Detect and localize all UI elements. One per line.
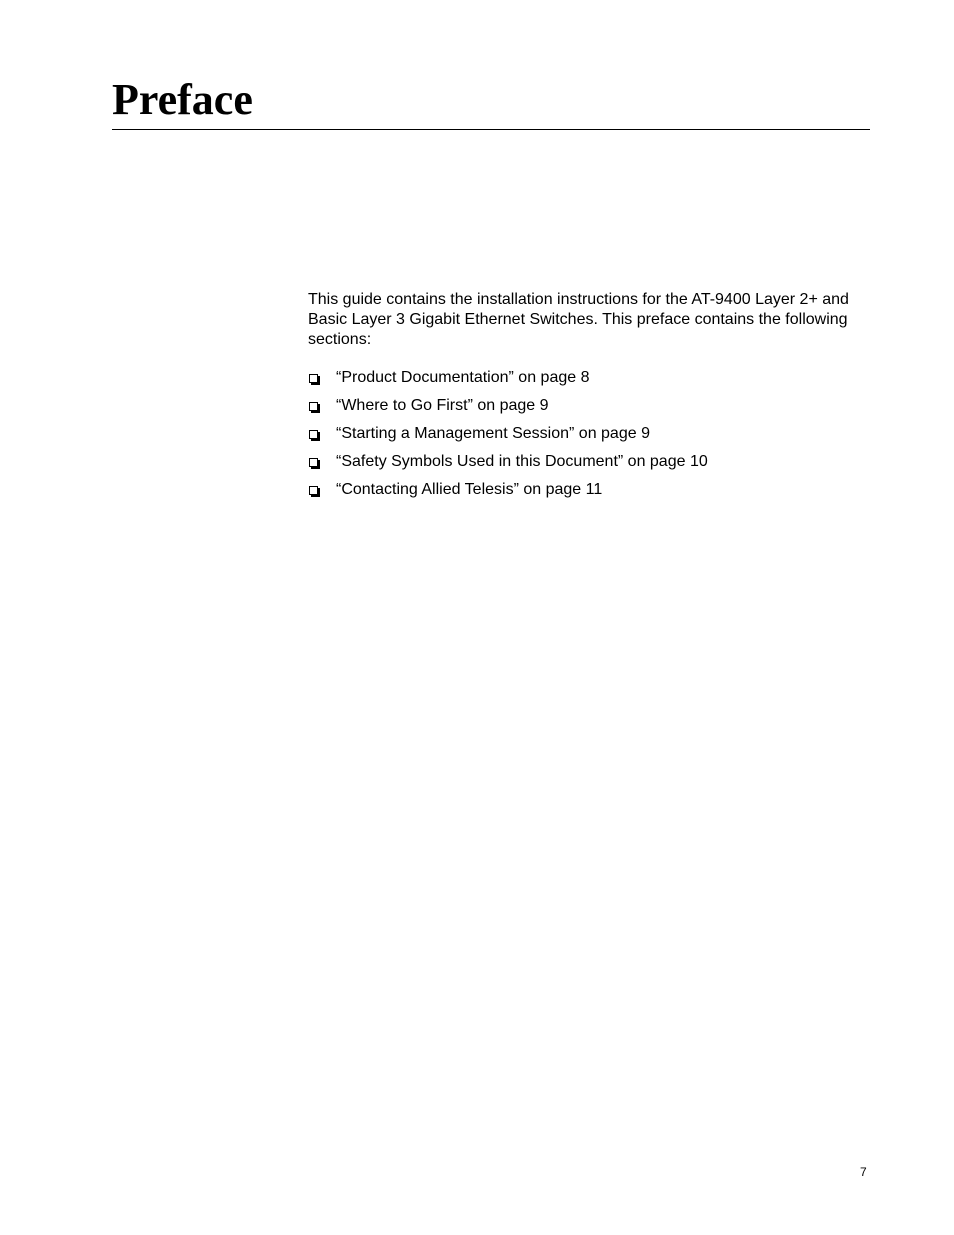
section-link-label[interactable]: “Where to Go First” on page 9 (336, 397, 549, 414)
section-link-label[interactable]: “Product Documentation” on page 8 (336, 369, 590, 386)
list-item (308, 368, 868, 388)
list-item (308, 396, 868, 416)
section-list (308, 368, 868, 500)
list-item (308, 452, 868, 472)
list-item (308, 424, 868, 444)
section-link-label[interactable]: “Contacting Allied Telesis” on page 11 (336, 481, 603, 498)
square-bullet-icon (308, 452, 336, 472)
square-bullet-icon (308, 396, 336, 416)
square-bullet-icon (308, 368, 336, 388)
section-link-label[interactable]: “Starting a Management Session” on page 9 (336, 425, 650, 442)
page-number: 7 (860, 1165, 867, 1179)
page-title: Preface (112, 75, 253, 124)
square-bullet-icon (308, 424, 336, 444)
list-item (308, 480, 868, 500)
square-bullet-icon (308, 480, 336, 500)
intro-paragraph: This guide contains the installation instructions for the AT-9400 Layer 2+ and Basic Layer 3 Gigabit Ethernet Switches. This preface contains the following sections: (308, 291, 849, 348)
body-column (308, 290, 868, 508)
title-rule (112, 129, 870, 130)
section-link-label[interactable]: “Safety Symbols Used in this Document” on page 10 (336, 453, 708, 470)
